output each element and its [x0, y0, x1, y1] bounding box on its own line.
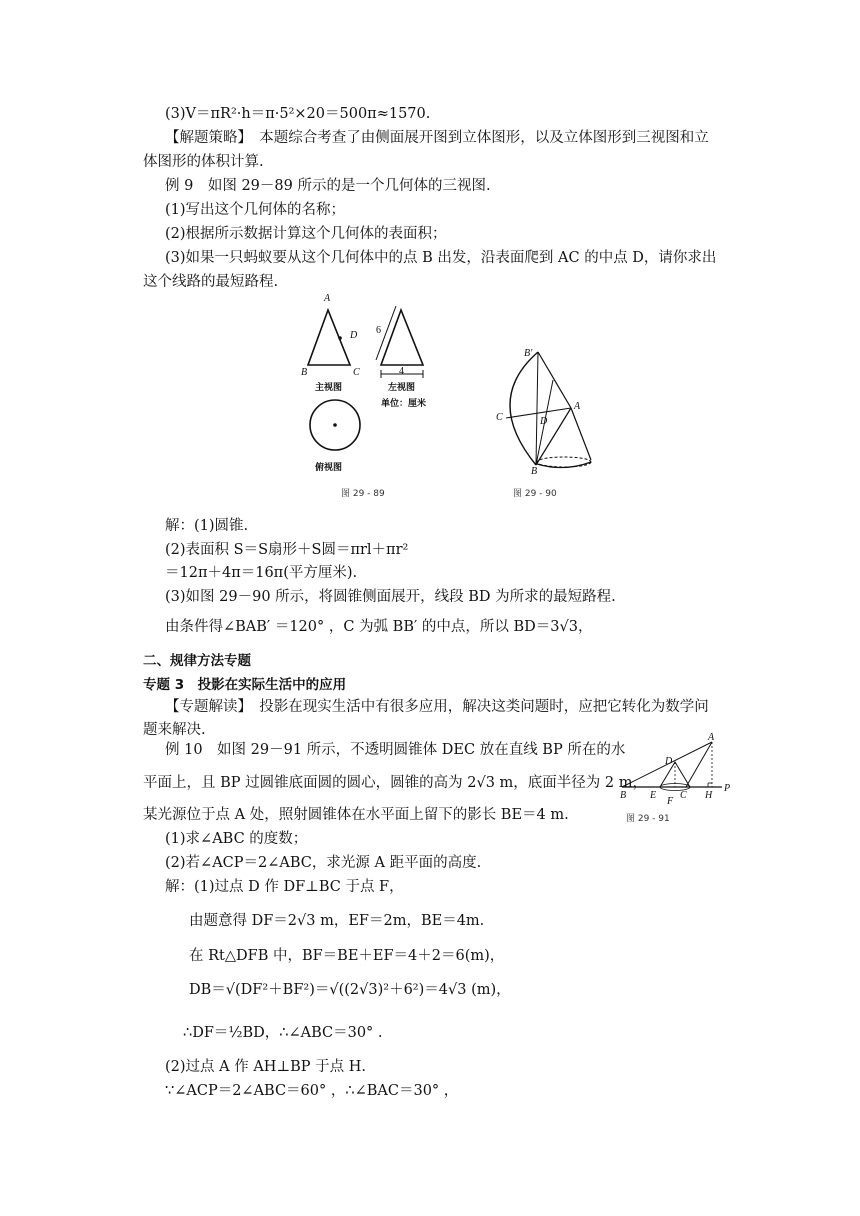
text-line: 体图形的体积计算.	[143, 154, 264, 170]
text-line: 题来解决.	[143, 722, 206, 738]
label-c-91: C	[680, 790, 687, 801]
dim-six: 6	[376, 325, 381, 336]
label-e-91: E	[650, 790, 657, 801]
solution-10-1e: ∴DF＝½BD，∴∠ABC＝30° .	[183, 1025, 383, 1041]
solution-3: (3)如图 29－90 所示，将圆锥侧面展开，线段 BD 为所求的最短路程.	[165, 589, 616, 605]
label-a-90: A	[574, 401, 581, 412]
question-3: (3)如果一只蚂蚁要从这个几何体中的点 B 出发，沿表面爬到 AC 的中点 D，请你求出	[165, 250, 717, 266]
label-d: D	[350, 330, 358, 341]
topic-heading: 专题 3 投影在实际生活中的应用	[143, 677, 347, 693]
caption-29-91: 图 29 - 91	[626, 814, 670, 824]
dim-four: 4	[399, 366, 404, 377]
caption-29-90: 图 29 - 90	[513, 489, 557, 499]
topic-reading: 【专题解读】 投影在现实生活中有很多应用，解决这类问题时，应把它转化为数学问	[165, 699, 709, 715]
example-10-line3: 某光源位于点 A 处，照射圆锥体在水平面上留下的影长 BE＝4 m.	[143, 807, 569, 823]
example-10-line2: 平面上，且 BP 过圆锥底面圆的圆心，圆锥的高为 2√3 m，底面半径为 2 m，	[143, 775, 647, 791]
figure-29-89-90	[293, 290, 613, 500]
label-d-91: D	[665, 756, 673, 767]
label-a: A	[324, 293, 331, 304]
solution-10-2: (2)过点 A 作 AH⊥BP 于点 H.	[165, 1059, 366, 1075]
top-view-label: 俯视图	[315, 463, 343, 473]
solution-1: 解：(1)圆锥.	[165, 518, 249, 534]
label-c-90: C	[496, 412, 503, 423]
label-b-prime: B′	[524, 348, 533, 359]
solution-10-1: 解：(1)过点 D 作 DF⊥BC 于点 F，	[165, 879, 404, 895]
solution-10-1c: 在 Rt△DFB 中，BF＝BE＋EF＝4＋2＝6(m)，	[189, 948, 505, 964]
left-view-label: 左视图	[388, 383, 416, 393]
label-a-91: A	[708, 732, 715, 743]
question-10-1: (1)求∠ABC 的度数；	[165, 831, 308, 847]
label-b-91: B	[620, 790, 627, 801]
label-f-91: F	[667, 796, 674, 807]
question-2: (2)根据所示数据计算这个几何体的表面积；	[165, 226, 447, 242]
text-line: (3)V＝πR²·h＝π·5²×20＝500π≈1570.	[165, 106, 431, 122]
solution-3b: 由条件得∠BAB′ ＝120° ，C 为弧 BB′ 的中点，所以 BD＝3√3，	[165, 619, 593, 635]
label-b-90: B	[531, 466, 538, 477]
text-line: 这个线路的最短路程.	[143, 274, 279, 290]
front-view-label: 主视图	[315, 383, 343, 393]
label-p-91: P	[724, 783, 731, 794]
example-9-title: 例 9 如图 29－89 所示的是一个几何体的三视图.	[165, 178, 491, 194]
label-c: C	[353, 367, 360, 378]
solution-2b: ＝12π＋4π＝16π(平方厘米).	[165, 565, 358, 581]
strategy-line: 【解题策略】 本题综合考查了由侧面展开图到立体图形，以及立体图形到三视图和立	[165, 130, 709, 146]
label-h-91: H	[705, 790, 713, 801]
question-1: (1)写出这个几何体的名称；	[165, 202, 346, 218]
unit-label: 单位：厘米	[381, 399, 427, 409]
label-b: B	[301, 367, 308, 378]
label-d-90: D	[540, 416, 548, 427]
question-10-2: (2)若∠ACP＝2∠ABC，求光源 A 距平面的高度.	[165, 855, 482, 871]
section-heading: 二、规律方法专题	[143, 653, 251, 669]
solution-10-1b: 由题意得 DF＝2√3 m，EF＝2m，BE＝4m.	[189, 913, 485, 929]
solution-10-2b: ∵∠ACP＝2∠ABC＝60° ，∴∠BAC＝30° ，	[165, 1083, 459, 1099]
solution-10-1d: DB＝√(DF²＋BF²)＝√((2√3)²＋6²)＝4√3 (m)，	[189, 982, 511, 998]
solution-2: (2)表面积 S＝S扇形＋S圆＝πrl＋πr²	[165, 542, 409, 558]
example-10-title: 例 10 如图 29－91 所示，不透明圆锥体 DEC 放在直线 BP 所在的水	[165, 742, 626, 758]
caption-29-89: 图 29 - 89	[341, 489, 385, 499]
